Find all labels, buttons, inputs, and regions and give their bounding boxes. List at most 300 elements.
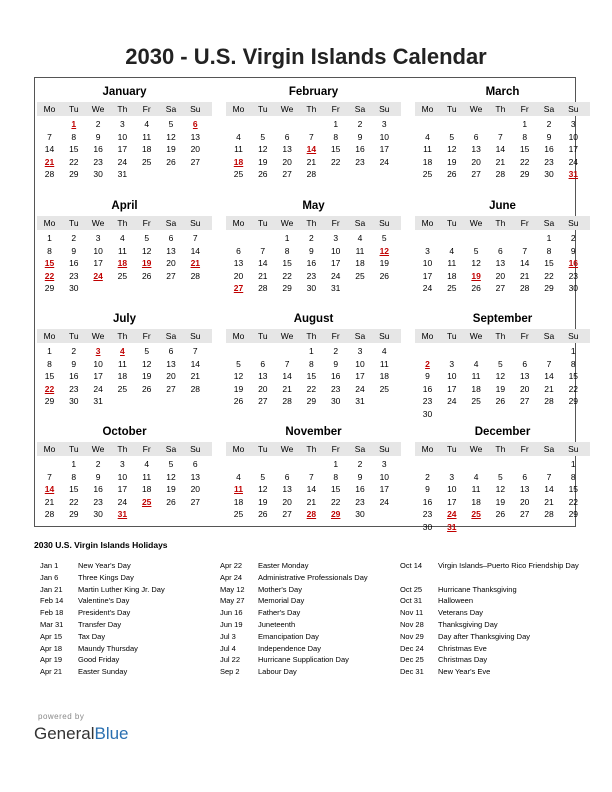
holiday-day[interactable]: 31: [447, 521, 457, 532]
day-cell[interactable]: 25: [233, 169, 244, 179]
day-cell[interactable]: 12: [495, 371, 506, 381]
day-cell[interactable]: 17: [117, 144, 128, 154]
day-cell[interactable]: 5: [381, 233, 387, 243]
holiday-day[interactable]: 21: [44, 156, 55, 167]
day-cell[interactable]: 21: [495, 156, 506, 167]
day-cell[interactable]: 23: [330, 383, 341, 394]
day-cell[interactable]: 5: [260, 131, 266, 142]
day-cell[interactable]: 4: [357, 233, 363, 243]
day-cell[interactable]: 18: [422, 156, 433, 167]
day-cell[interactable]: 24: [379, 496, 390, 507]
day-cell[interactable]: 6: [284, 131, 290, 142]
day-cell[interactable]: 30: [69, 396, 79, 406]
holiday-day[interactable]: 2: [425, 358, 430, 369]
day-cell[interactable]: 29: [69, 509, 79, 519]
day-cell[interactable]: 10: [330, 245, 341, 256]
holiday-day[interactable]: 3: [95, 346, 101, 356]
day-cell[interactable]: 16: [93, 144, 103, 154]
day-cell[interactable]: 2: [333, 346, 339, 356]
holiday-day[interactable]: 12: [379, 245, 390, 256]
day-cell[interactable]: 19: [141, 371, 152, 381]
day-cell[interactable]: 21: [190, 371, 201, 381]
day-cell[interactable]: 25: [422, 169, 433, 179]
day-cell[interactable]: 6: [192, 459, 198, 469]
day-cell[interactable]: 26: [447, 169, 457, 179]
day-cell[interactable]: 1: [309, 346, 314, 356]
day-cell[interactable]: 30: [544, 169, 554, 179]
day-cell[interactable]: 2: [357, 119, 363, 129]
day-cell[interactable]: 2: [357, 459, 363, 469]
day-cell[interactable]: 30: [93, 169, 103, 179]
day-cell[interactable]: 6: [522, 358, 528, 369]
day-cell[interactable]: 9: [71, 358, 77, 369]
day-cell[interactable]: 10: [117, 471, 128, 482]
day-cell[interactable]: 17: [379, 484, 390, 494]
day-cell[interactable]: 7: [260, 245, 266, 256]
day-cell[interactable]: 31: [117, 169, 128, 179]
day-cell[interactable]: 14: [282, 371, 292, 381]
day-cell[interactable]: 21: [544, 496, 554, 507]
day-cell[interactable]: 27: [282, 509, 292, 519]
day-cell[interactable]: 30: [330, 396, 341, 406]
day-cell[interactable]: 25: [447, 283, 457, 293]
day-cell[interactable]: 29: [282, 283, 292, 293]
day-cell[interactable]: 23: [422, 396, 433, 406]
day-cell[interactable]: 18: [447, 270, 457, 281]
day-cell[interactable]: 15: [282, 258, 292, 268]
day-cell[interactable]: 24: [422, 283, 433, 293]
day-cell[interactable]: 26: [258, 169, 268, 179]
day-cell[interactable]: 22: [519, 156, 530, 167]
day-cell[interactable]: 18: [355, 258, 365, 268]
day-cell[interactable]: 6: [236, 245, 241, 256]
day-cell[interactable]: 30: [422, 521, 433, 532]
day-cell[interactable]: 1: [284, 233, 290, 243]
day-cell[interactable]: 26: [495, 509, 506, 519]
day-cell[interactable]: 10: [93, 358, 103, 369]
day-cell[interactable]: 21: [306, 496, 317, 507]
day-cell[interactable]: 3: [120, 459, 125, 469]
day-cell[interactable]: 27: [519, 509, 530, 519]
day-cell[interactable]: 4: [120, 233, 125, 243]
holiday-day[interactable]: 25: [471, 509, 481, 519]
day-cell[interactable]: 19: [495, 496, 506, 507]
day-cell[interactable]: 25: [471, 396, 481, 406]
day-cell[interactable]: 13: [258, 371, 268, 381]
day-cell[interactable]: 9: [309, 245, 314, 256]
day-cell[interactable]: 4: [425, 131, 430, 142]
day-cell[interactable]: 22: [330, 156, 341, 167]
day-cell[interactable]: 26: [166, 156, 176, 167]
day-cell[interactable]: 27: [282, 169, 292, 179]
day-cell[interactable]: 3: [95, 233, 101, 243]
day-cell[interactable]: 8: [71, 131, 77, 142]
day-cell[interactable]: 12: [258, 484, 268, 494]
day-cell[interactable]: 5: [144, 346, 150, 356]
day-cell[interactable]: 14: [44, 144, 55, 154]
day-cell[interactable]: 17: [379, 144, 390, 154]
day-cell[interactable]: 7: [309, 131, 314, 142]
day-cell[interactable]: 8: [333, 471, 339, 482]
day-cell[interactable]: 20: [190, 144, 201, 154]
day-cell[interactable]: 3: [425, 245, 430, 256]
day-cell[interactable]: 18: [471, 496, 481, 507]
day-cell[interactable]: 7: [546, 471, 552, 482]
day-cell[interactable]: 8: [570, 471, 576, 482]
day-cell[interactable]: 27: [495, 283, 506, 293]
day-cell[interactable]: 9: [95, 471, 101, 482]
day-cell[interactable]: 23: [306, 270, 317, 281]
day-cell[interactable]: 6: [522, 471, 528, 482]
day-cell[interactable]: 29: [69, 169, 79, 179]
day-cell[interactable]: 1: [333, 119, 339, 129]
day-cell[interactable]: 10: [355, 358, 365, 369]
day-cell[interactable]: 5: [144, 233, 150, 243]
day-cell[interactable]: 4: [449, 245, 455, 256]
day-cell[interactable]: 14: [544, 371, 554, 381]
day-cell[interactable]: 20: [166, 371, 176, 381]
day-cell[interactable]: 5: [473, 245, 479, 256]
day-cell[interactable]: 25: [117, 270, 128, 281]
day-cell[interactable]: 16: [422, 496, 433, 507]
day-cell[interactable]: 24: [117, 496, 128, 507]
day-cell[interactable]: 13: [190, 131, 201, 142]
day-cell[interactable]: 9: [546, 131, 552, 142]
day-cell[interactable]: 19: [258, 156, 268, 167]
day-cell[interactable]: 15: [544, 258, 554, 268]
day-cell[interactable]: 17: [568, 144, 579, 154]
day-cell[interactable]: 11: [142, 471, 152, 482]
day-cell[interactable]: 6: [168, 346, 174, 356]
day-cell[interactable]: 9: [71, 245, 77, 256]
day-cell[interactable]: 20: [495, 270, 506, 281]
day-cell[interactable]: 15: [330, 484, 341, 494]
day-cell[interactable]: 14: [495, 144, 506, 154]
day-cell[interactable]: 7: [47, 471, 52, 482]
day-cell[interactable]: 19: [447, 156, 457, 167]
day-cell[interactable]: 21: [306, 156, 317, 167]
holiday-day[interactable]: 14: [306, 144, 317, 154]
day-cell[interactable]: 16: [93, 484, 103, 494]
day-cell[interactable]: 11: [355, 245, 365, 256]
day-cell[interactable]: 4: [144, 119, 150, 129]
holiday-day[interactable]: 11: [234, 484, 243, 494]
day-cell[interactable]: 7: [192, 346, 198, 356]
day-cell[interactable]: 17: [93, 258, 103, 268]
day-cell[interactable]: 26: [233, 396, 244, 406]
day-cell[interactable]: 16: [355, 144, 365, 154]
day-cell[interactable]: 5: [498, 471, 503, 482]
day-cell[interactable]: 14: [190, 245, 201, 256]
day-cell[interactable]: 5: [260, 471, 266, 482]
day-cell[interactable]: 6: [260, 358, 266, 369]
day-cell[interactable]: 30: [306, 283, 317, 293]
day-cell[interactable]: 3: [333, 233, 339, 243]
day-cell[interactable]: 14: [519, 258, 530, 268]
day-cell[interactable]: 26: [379, 270, 390, 281]
day-cell[interactable]: 21: [519, 270, 530, 281]
day-cell[interactable]: 17: [93, 371, 103, 381]
day-cell[interactable]: 15: [568, 484, 579, 494]
day-cell[interactable]: 13: [233, 258, 244, 268]
day-cell[interactable]: 20: [190, 484, 201, 494]
day-cell[interactable]: 17: [355, 371, 365, 381]
day-cell[interactable]: 12: [471, 258, 481, 268]
day-cell[interactable]: 7: [284, 358, 290, 369]
day-cell[interactable]: 9: [333, 358, 339, 369]
day-cell[interactable]: 25: [233, 509, 244, 519]
day-cell[interactable]: 15: [306, 371, 317, 381]
day-cell[interactable]: 9: [425, 371, 430, 381]
day-cell[interactable]: 22: [568, 383, 579, 394]
day-cell[interactable]: 11: [423, 144, 432, 154]
day-cell[interactable]: 11: [447, 258, 457, 268]
holiday-day[interactable]: 24: [447, 509, 457, 519]
day-cell[interactable]: 10: [379, 471, 390, 482]
day-cell[interactable]: 25: [141, 156, 152, 167]
day-cell[interactable]: 28: [544, 509, 554, 519]
day-cell[interactable]: 13: [166, 245, 176, 256]
day-cell[interactable]: 6: [498, 245, 503, 256]
day-cell[interactable]: 22: [568, 496, 579, 507]
day-cell[interactable]: 22: [306, 383, 317, 394]
day-cell[interactable]: 10: [447, 371, 457, 381]
day-cell[interactable]: 18: [141, 484, 152, 494]
day-cell[interactable]: 5: [236, 358, 241, 369]
day-cell[interactable]: 9: [95, 131, 101, 142]
day-cell[interactable]: 9: [570, 245, 576, 256]
day-cell[interactable]: 15: [568, 371, 579, 381]
day-cell[interactable]: 2: [71, 233, 77, 243]
day-cell[interactable]: 17: [447, 383, 457, 394]
day-cell[interactable]: 11: [117, 245, 127, 256]
day-cell[interactable]: 15: [69, 484, 79, 494]
day-cell[interactable]: 29: [44, 283, 55, 293]
day-cell[interactable]: 28: [495, 169, 506, 179]
day-cell[interactable]: 30: [422, 408, 433, 419]
day-cell[interactable]: 26: [141, 270, 152, 281]
day-cell[interactable]: 7: [192, 233, 198, 243]
day-cell[interactable]: 9: [425, 484, 430, 494]
day-cell[interactable]: 25: [117, 383, 128, 394]
day-cell[interactable]: 28: [44, 169, 55, 179]
day-cell[interactable]: 14: [306, 484, 317, 494]
day-cell[interactable]: 3: [381, 459, 387, 469]
day-cell[interactable]: 21: [282, 383, 292, 394]
day-cell[interactable]: 17: [422, 270, 433, 281]
day-cell[interactable]: 8: [570, 358, 576, 369]
day-cell[interactable]: 17: [330, 258, 341, 268]
day-cell[interactable]: 4: [473, 358, 479, 369]
day-cell[interactable]: 8: [546, 245, 552, 256]
day-cell[interactable]: 24: [330, 270, 341, 281]
day-cell[interactable]: 11: [234, 144, 243, 154]
day-cell[interactable]: 23: [69, 383, 79, 394]
day-cell[interactable]: 29: [544, 283, 554, 293]
day-cell[interactable]: 11: [471, 371, 481, 381]
day-cell[interactable]: 17: [447, 496, 457, 507]
day-cell[interactable]: 13: [166, 358, 176, 369]
day-cell[interactable]: 5: [168, 459, 174, 469]
holiday-day[interactable]: 18: [233, 156, 244, 167]
day-cell[interactable]: 26: [471, 283, 481, 293]
day-cell[interactable]: 7: [546, 358, 552, 369]
day-cell[interactable]: 1: [47, 233, 52, 243]
day-cell[interactable]: 7: [47, 131, 52, 142]
holiday-day[interactable]: 16: [568, 258, 579, 268]
day-cell[interactable]: 12: [258, 144, 268, 154]
day-cell[interactable]: 24: [93, 383, 103, 394]
day-cell[interactable]: 12: [166, 131, 176, 142]
holiday-day[interactable]: 15: [44, 258, 55, 268]
day-cell[interactable]: 31: [93, 396, 103, 406]
day-cell[interactable]: 1: [71, 459, 77, 469]
holiday-day[interactable]: 27: [233, 283, 244, 293]
day-cell[interactable]: 30: [69, 283, 79, 293]
day-cell[interactable]: 23: [422, 509, 433, 519]
day-cell[interactable]: 27: [471, 169, 481, 179]
day-cell[interactable]: 14: [544, 484, 554, 494]
day-cell[interactable]: 13: [495, 258, 506, 268]
day-cell[interactable]: 31: [355, 396, 365, 406]
day-cell[interactable]: 26: [258, 509, 268, 519]
day-cell[interactable]: 23: [544, 156, 554, 167]
day-cell[interactable]: 11: [117, 358, 127, 369]
day-cell[interactable]: 13: [519, 371, 530, 381]
day-cell[interactable]: 3: [381, 119, 387, 129]
day-cell[interactable]: 25: [355, 270, 365, 281]
holiday-day[interactable]: 19: [471, 270, 481, 281]
day-cell[interactable]: 5: [498, 358, 503, 369]
holiday-day[interactable]: 4: [120, 346, 125, 356]
day-cell[interactable]: 2: [71, 346, 77, 356]
day-cell[interactable]: 22: [330, 496, 341, 507]
day-cell[interactable]: 20: [282, 496, 292, 507]
day-cell[interactable]: 2: [309, 233, 314, 243]
day-cell[interactable]: 18: [117, 371, 128, 381]
day-cell[interactable]: 2: [95, 459, 101, 469]
holiday-day[interactable]: 31: [117, 509, 128, 519]
day-cell[interactable]: 28: [190, 270, 201, 281]
day-cell[interactable]: 27: [519, 396, 530, 406]
day-cell[interactable]: 4: [144, 459, 150, 469]
brand-logo[interactable]: [34, 724, 129, 744]
holiday-day[interactable]: 24: [93, 270, 103, 281]
day-cell[interactable]: 26: [495, 396, 506, 406]
day-cell[interactable]: 28: [519, 283, 530, 293]
day-cell[interactable]: 20: [519, 383, 530, 394]
holiday-day[interactable]: 14: [44, 484, 55, 494]
day-cell[interactable]: 25: [379, 383, 390, 394]
day-cell[interactable]: 15: [519, 144, 530, 154]
day-cell[interactable]: 23: [93, 156, 103, 167]
day-cell[interactable]: 12: [141, 358, 152, 369]
day-cell[interactable]: 10: [422, 258, 433, 268]
day-cell[interactable]: 28: [44, 509, 55, 519]
day-cell[interactable]: 20: [519, 496, 530, 507]
day-cell[interactable]: 22: [69, 496, 79, 507]
day-cell[interactable]: 7: [309, 471, 314, 482]
day-cell[interactable]: 9: [357, 471, 363, 482]
day-cell[interactable]: 13: [190, 471, 201, 482]
day-cell[interactable]: 14: [258, 258, 268, 268]
day-cell[interactable]: 3: [570, 119, 576, 129]
day-cell[interactable]: 19: [233, 383, 244, 394]
day-cell[interactable]: 5: [168, 119, 174, 129]
day-cell[interactable]: 13: [282, 484, 292, 494]
day-cell[interactable]: 20: [233, 270, 244, 281]
day-cell[interactable]: 11: [142, 131, 152, 142]
day-cell[interactable]: 16: [422, 383, 433, 394]
day-cell[interactable]: 4: [473, 471, 479, 482]
day-cell[interactable]: 30: [355, 509, 365, 519]
day-cell[interactable]: 19: [166, 484, 176, 494]
day-cell[interactable]: 8: [71, 471, 77, 482]
day-cell[interactable]: 18: [379, 371, 390, 381]
holiday-day[interactable]: 1: [71, 119, 77, 129]
day-cell[interactable]: 21: [544, 383, 554, 394]
holiday-day[interactable]: 28: [306, 509, 317, 519]
day-cell[interactable]: 11: [379, 358, 389, 369]
holiday-day[interactable]: 22: [44, 270, 55, 281]
day-cell[interactable]: 1: [333, 459, 339, 469]
day-cell[interactable]: 27: [190, 156, 201, 167]
day-cell[interactable]: 22: [69, 156, 79, 167]
day-cell[interactable]: 28: [282, 396, 292, 406]
day-cell[interactable]: 26: [166, 496, 176, 507]
day-cell[interactable]: 22: [282, 270, 292, 281]
day-cell[interactable]: 1: [546, 233, 552, 243]
day-cell[interactable]: 8: [309, 358, 314, 369]
day-cell[interactable]: 6: [473, 131, 479, 142]
day-cell[interactable]: 12: [141, 245, 152, 256]
holiday-day[interactable]: 29: [330, 509, 341, 519]
day-cell[interactable]: 17: [117, 484, 128, 494]
day-cell[interactable]: 20: [166, 258, 176, 268]
day-cell[interactable]: 23: [355, 156, 365, 167]
day-cell[interactable]: 15: [44, 371, 55, 381]
day-cell[interactable]: 3: [449, 471, 455, 482]
day-cell[interactable]: 29: [44, 396, 55, 406]
day-cell[interactable]: 10: [447, 484, 457, 494]
day-cell[interactable]: 29: [568, 396, 579, 406]
holiday-day[interactable]: 19: [141, 258, 152, 268]
day-cell[interactable]: 28: [544, 396, 554, 406]
day-cell[interactable]: 2: [95, 119, 101, 129]
day-cell[interactable]: 8: [333, 131, 339, 142]
day-cell[interactable]: 8: [47, 245, 52, 256]
day-cell[interactable]: 12: [233, 371, 244, 381]
day-cell[interactable]: 16: [69, 258, 79, 268]
holiday-day[interactable]: 18: [117, 258, 128, 268]
day-cell[interactable]: 16: [306, 258, 317, 268]
day-cell[interactable]: 9: [357, 131, 363, 142]
day-cell[interactable]: 27: [166, 383, 176, 394]
day-cell[interactable]: 7: [498, 131, 503, 142]
day-cell[interactable]: 3: [449, 358, 455, 369]
day-cell[interactable]: 19: [495, 383, 506, 394]
holiday-day[interactable]: 6: [192, 119, 198, 129]
day-cell[interactable]: 15: [69, 144, 79, 154]
day-cell[interactable]: 16: [544, 144, 554, 154]
day-cell[interactable]: 28: [306, 169, 317, 179]
day-cell[interactable]: 30: [93, 509, 103, 519]
day-cell[interactable]: 2: [425, 471, 430, 482]
day-cell[interactable]: 29: [519, 169, 530, 179]
day-cell[interactable]: 13: [519, 484, 530, 494]
day-cell[interactable]: 13: [282, 144, 292, 154]
day-cell[interactable]: 26: [141, 383, 152, 394]
